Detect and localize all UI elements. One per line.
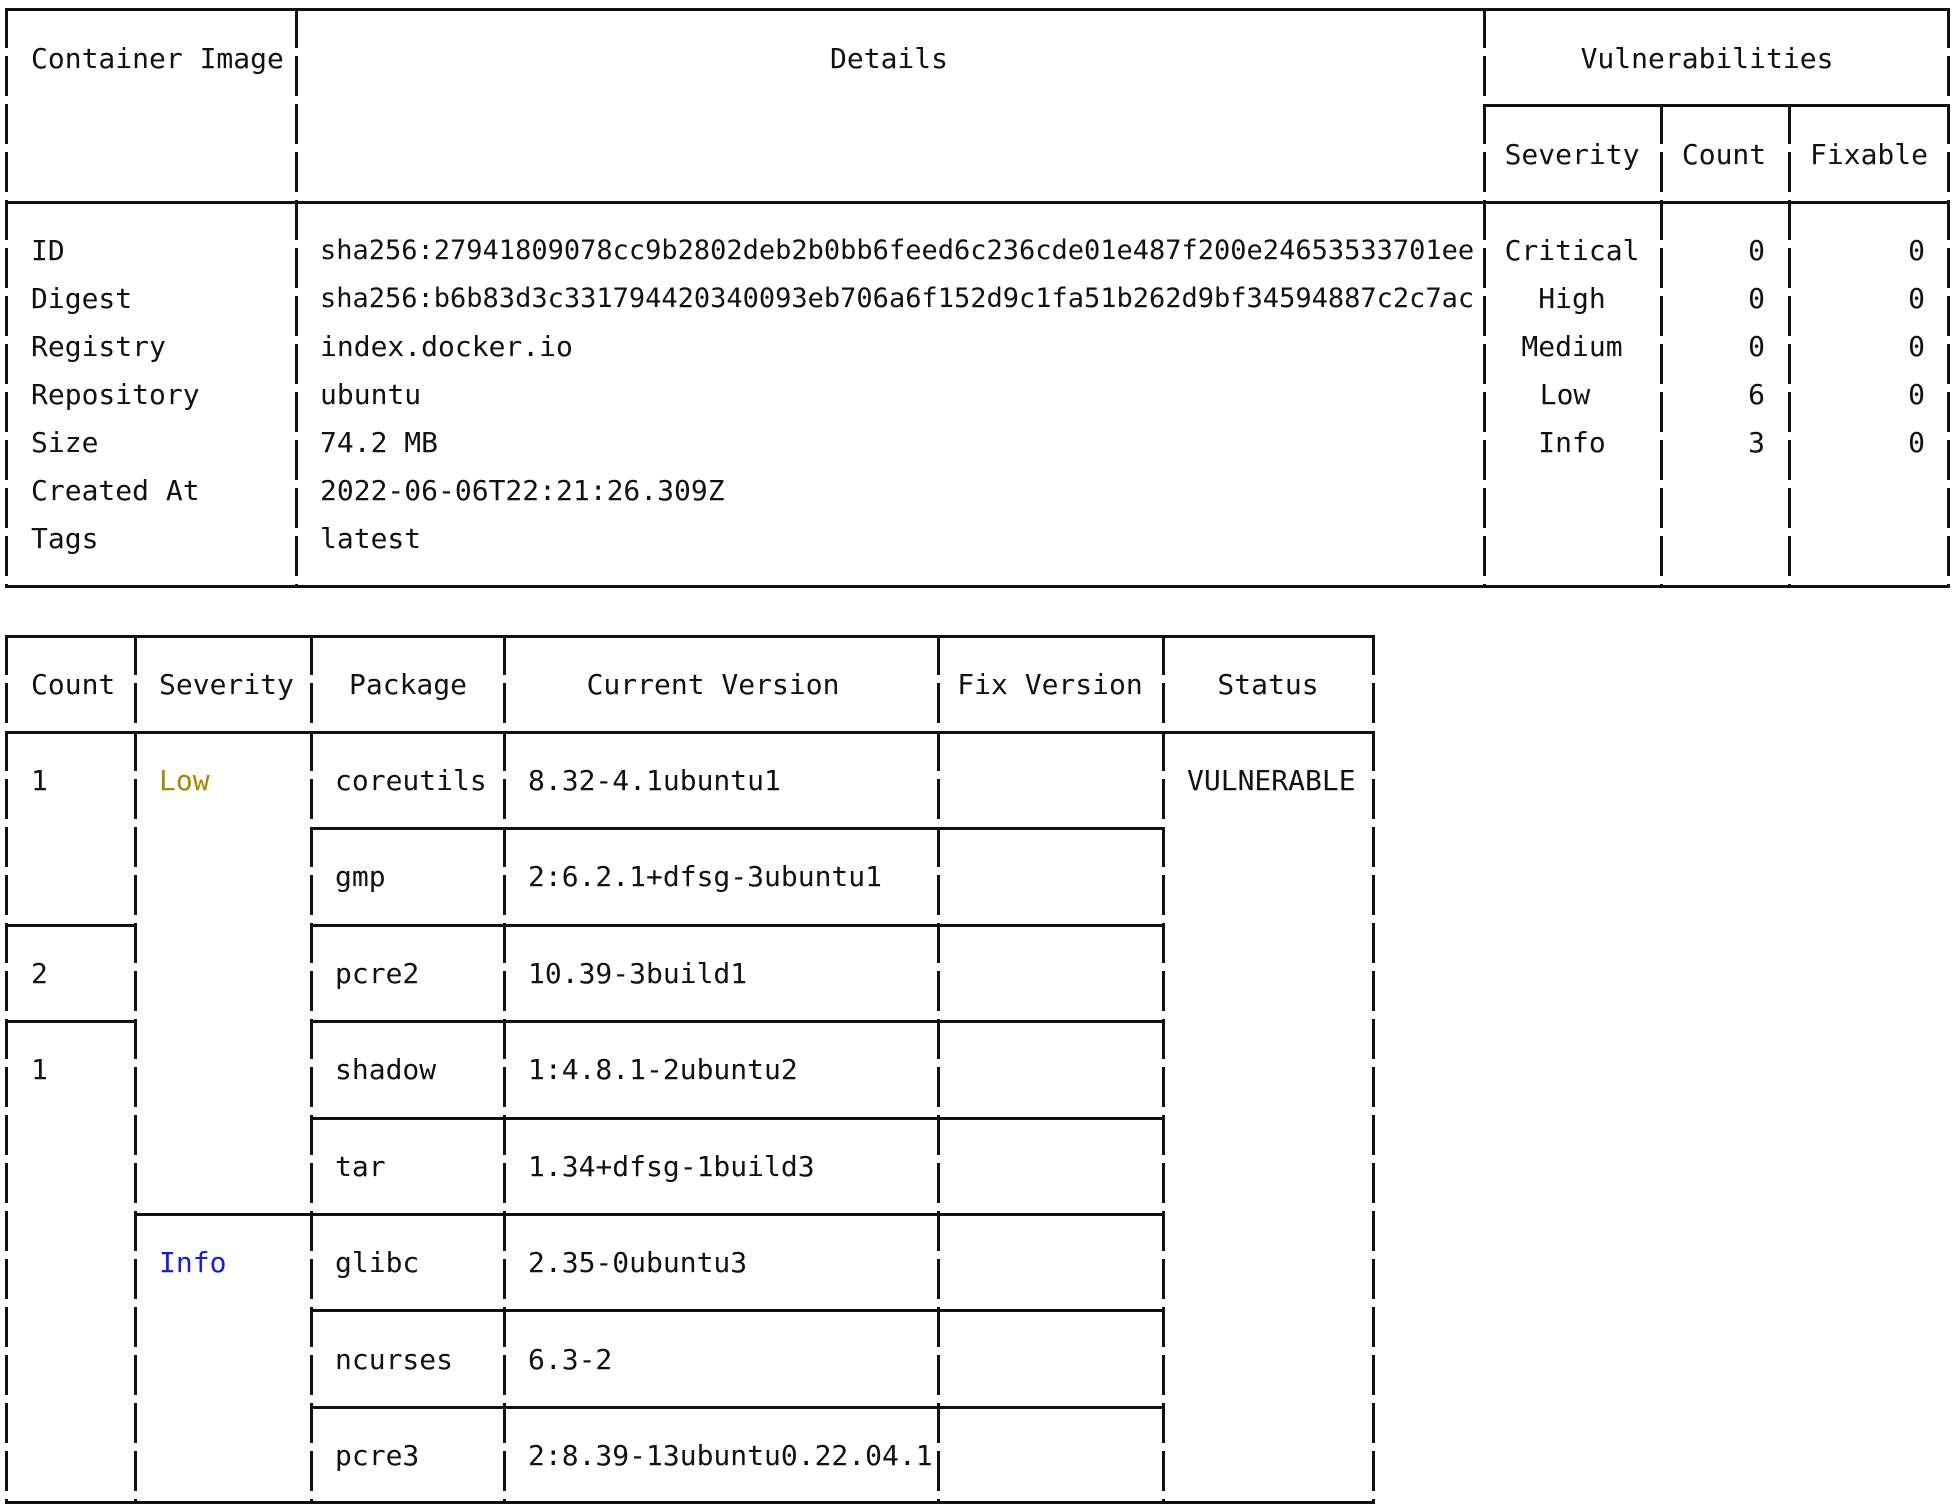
field-label-repository: Repository bbox=[31, 378, 200, 411]
current-version: 10.39-3build1 bbox=[528, 957, 748, 990]
row-separator bbox=[310, 1117, 1165, 1120]
field-label-digest: Digest bbox=[31, 282, 133, 315]
column-border bbox=[1947, 8, 1950, 588]
severity-label-low: Low bbox=[159, 764, 210, 797]
vuln-count-medium: 0 bbox=[1748, 330, 1765, 363]
current-version: 2:6.2.1+dfsg-3ubuntu1 bbox=[528, 860, 883, 893]
field-value-size: 74.2 MB bbox=[320, 426, 439, 459]
header-count: Count bbox=[31, 668, 116, 701]
current-version: 1:4.8.1-2ubuntu2 bbox=[528, 1053, 798, 1086]
vuln-severity-info: Info bbox=[1538, 426, 1606, 459]
vuln-severity-high: High bbox=[1538, 282, 1606, 315]
vuln-severity-low: Low bbox=[1539, 378, 1591, 411]
field-value-tags: latest bbox=[320, 522, 422, 555]
current-version: 6.3-2 bbox=[528, 1343, 613, 1376]
field-value-id: sha256:27941809078cc9b2802deb2b0bb6feed6c236cde01e487f200e24653533701ee bbox=[320, 235, 1475, 266]
package-name: pcre3 bbox=[335, 1439, 420, 1472]
row-separator bbox=[310, 1309, 1165, 1312]
vuln-fixable-medium: 0 bbox=[1908, 330, 1925, 363]
count-group-value: 1 bbox=[31, 1053, 48, 1086]
field-value-repository: ubuntu bbox=[320, 378, 422, 411]
field-label-created-at: Created At bbox=[31, 474, 200, 507]
package-name: coreutils bbox=[335, 764, 487, 797]
header-bottom-border bbox=[5, 731, 1375, 734]
row-separator bbox=[310, 924, 1165, 927]
column-border bbox=[1660, 104, 1663, 588]
header-severity: Severity bbox=[159, 668, 294, 701]
count-group-value: 2 bbox=[31, 957, 48, 990]
vuln-fixable-low: 0 bbox=[1908, 378, 1925, 411]
field-value-created-at: 2022-06-06T22:21:26.309Z bbox=[320, 474, 725, 507]
package-name: pcre2 bbox=[335, 957, 420, 990]
vuln-fixable-info: 0 bbox=[1908, 426, 1925, 459]
header-severity: Severity bbox=[1504, 138, 1640, 171]
column-border bbox=[1372, 635, 1375, 1504]
vuln-count-low: 6 bbox=[1748, 378, 1765, 411]
current-version: 2:8.39-13ubuntu0.22.04.1 bbox=[528, 1439, 933, 1472]
header-package: Package bbox=[348, 668, 468, 701]
package-name: ncurses bbox=[335, 1343, 454, 1376]
vuln-severity-medium: Medium bbox=[1521, 330, 1623, 363]
column-border bbox=[295, 8, 298, 588]
row-separator bbox=[310, 827, 1165, 830]
field-value-digest: sha256:b6b83d3c331794420340093eb706a6f152d9c1fa51b262d9bf34594887c2c7ac bbox=[320, 283, 1475, 314]
severity-label-info: Info bbox=[159, 1246, 227, 1279]
table-border-top bbox=[5, 635, 1375, 638]
header-vulnerabilities: Vulnerabilities bbox=[1580, 42, 1834, 75]
header-fix-version: Fix Version bbox=[957, 668, 1143, 701]
current-version: 1.34+dfsg-1build3 bbox=[528, 1150, 815, 1183]
vuln-fixable-critical: 0 bbox=[1908, 234, 1925, 267]
count-group-separator bbox=[5, 1020, 136, 1023]
header-fixable: Fixable bbox=[1809, 138, 1929, 171]
column-border bbox=[1788, 104, 1791, 588]
field-value-registry: index.docker.io bbox=[320, 330, 573, 363]
vuln-count-critical: 0 bbox=[1748, 234, 1765, 267]
field-label-tags: Tags bbox=[31, 522, 99, 555]
column-border bbox=[937, 635, 940, 1504]
vuln-count-high: 0 bbox=[1748, 282, 1765, 315]
field-label-size: Size bbox=[31, 426, 99, 459]
severity-group-separator bbox=[134, 1213, 312, 1216]
status-value: VULNERABLE bbox=[1187, 764, 1356, 797]
column-border bbox=[503, 635, 506, 1504]
vuln-fixable-high: 0 bbox=[1908, 282, 1925, 315]
vuln-severity-critical: Critical bbox=[1504, 234, 1640, 267]
header-status: Status bbox=[1217, 668, 1319, 701]
vuln-header-divider bbox=[1483, 104, 1950, 107]
header-count: Count bbox=[1681, 138, 1767, 171]
field-label-id: ID bbox=[31, 234, 65, 267]
column-border bbox=[134, 635, 137, 1504]
package-name: glibc bbox=[335, 1246, 420, 1279]
header-details: Details bbox=[829, 42, 949, 75]
row-separator bbox=[310, 1213, 1165, 1216]
header-container-image: Container Image bbox=[31, 42, 284, 75]
row-separator bbox=[310, 1020, 1165, 1023]
row-separator bbox=[310, 1406, 1165, 1409]
count-group-separator bbox=[5, 924, 136, 927]
table-border-bottom bbox=[5, 1501, 1375, 1504]
current-version: 8.32-4.1ubuntu1 bbox=[528, 764, 781, 797]
package-name: shadow bbox=[335, 1053, 437, 1086]
field-label-registry: Registry bbox=[31, 330, 166, 363]
column-border bbox=[310, 635, 313, 1504]
column-border bbox=[5, 635, 8, 1504]
current-version: 2.35-0ubuntu3 bbox=[528, 1246, 748, 1279]
column-border bbox=[5, 8, 8, 588]
vuln-count-info: 3 bbox=[1748, 426, 1765, 459]
package-name: gmp bbox=[335, 860, 386, 893]
package-name: tar bbox=[335, 1150, 386, 1183]
header-current-version: Current Version bbox=[586, 668, 840, 701]
column-border bbox=[1162, 635, 1165, 1504]
column-border bbox=[1483, 8, 1486, 588]
count-group-value: 1 bbox=[31, 764, 48, 797]
